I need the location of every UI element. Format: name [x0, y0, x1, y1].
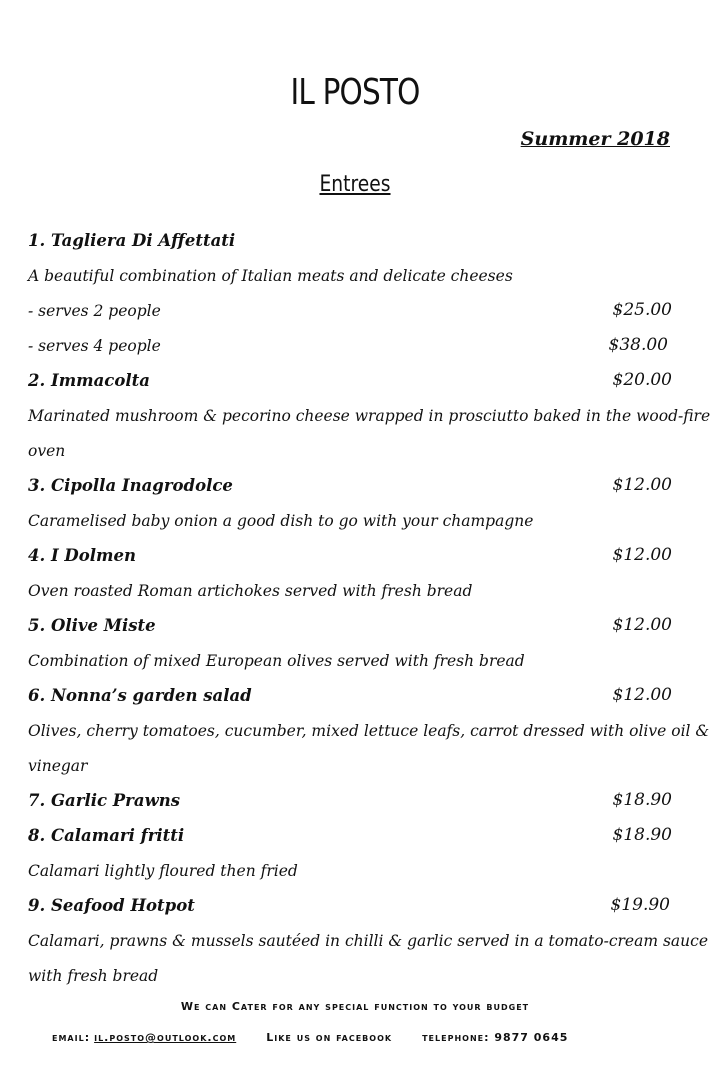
menu-item-price: $12.00 [612, 475, 672, 495]
menu-item-description: Combination of mixed European olives served with fresh bread [28, 652, 525, 670]
season-label: Summer 2018 [520, 128, 670, 150]
menu-list [28, 223, 710, 993]
menu-item-price: $19.90 [610, 895, 670, 915]
menu-item-description-cont: vinegar [28, 757, 88, 775]
menu-item-description: Caramelised baby onion a good dish to go with your champagne [28, 512, 534, 530]
menu-item-name: 6. Nonna’s garden salad $12.00 [28, 678, 672, 713]
menu-item-name: 4. I Dolmen $12.00 [28, 538, 672, 573]
menu-item-name: 9. Seafood Hotpot $19.90 [28, 888, 672, 923]
menu-item-description: Calamari lightly floured then fried [28, 862, 298, 880]
menu-item-name: 5. Olive Miste $12.00 [28, 608, 672, 643]
facebook-text: Like us on facebook [266, 1031, 393, 1044]
menu-item-price: $18.90 [612, 790, 672, 810]
menu-item-price: $12.00 [612, 615, 672, 635]
menu-item-description-cont: oven [28, 442, 66, 460]
email-label: email: [52, 1031, 91, 1044]
telephone-text: telephone: 9877 0645 [422, 1031, 569, 1044]
contact-line [52, 1031, 652, 1044]
menu-item-price: $12.00 [612, 545, 672, 565]
menu-item-price: $18.90 [612, 825, 672, 845]
section-heading: Entrees [319, 172, 391, 197]
menu-item-price: $20.00 [612, 370, 672, 390]
menu-item-description: A beautiful combination of Italian meats and delicate cheeses [28, 267, 513, 285]
menu-item-option: - serves 2 people $25.00 [28, 293, 672, 328]
restaurant-title: IL POSTO [290, 72, 420, 113]
menu-item-description: Marinated mushroom & pecorino cheese wrapped in prosciutto baked in the wood-fire [28, 407, 710, 425]
menu-item-name: 3. Cipolla Inagrodolce $12.00 [28, 468, 672, 503]
menu-item-name: 2. Immacolta $20.00 [28, 363, 672, 398]
menu-item-price: $25.00 [612, 300, 672, 320]
menu-item-description: Oven roasted Roman artichokes served with fresh bread [28, 582, 473, 600]
menu-item-price: $12.00 [612, 685, 672, 705]
menu-item-description: Calamari, prawns & mussels sautéed in chilli & garlic served in a tomato-cream sauce [28, 932, 709, 950]
menu-item-name: 8. Calamari fritti $18.90 [28, 818, 672, 853]
menu-item-option: - serves 4 people $38.00 [28, 328, 672, 363]
menu-item-price: $38.00 [608, 335, 668, 355]
menu-item-description: Olives, cherry tomatoes, cucumber, mixed lettuce leafs, carrot dressed with olive oil & [28, 722, 710, 740]
menu-item-description-cont: with fresh bread [28, 967, 159, 985]
email-link[interactable]: il.posto@outlook.com [94, 1031, 237, 1044]
menu-item-name: 7. Garlic Prawns $18.90 [28, 783, 672, 818]
menu-item-name: 1. Tagliera Di Affettati [28, 231, 236, 250]
catering-notice: We can Cater for any special function to your budget [180, 1000, 530, 1013]
